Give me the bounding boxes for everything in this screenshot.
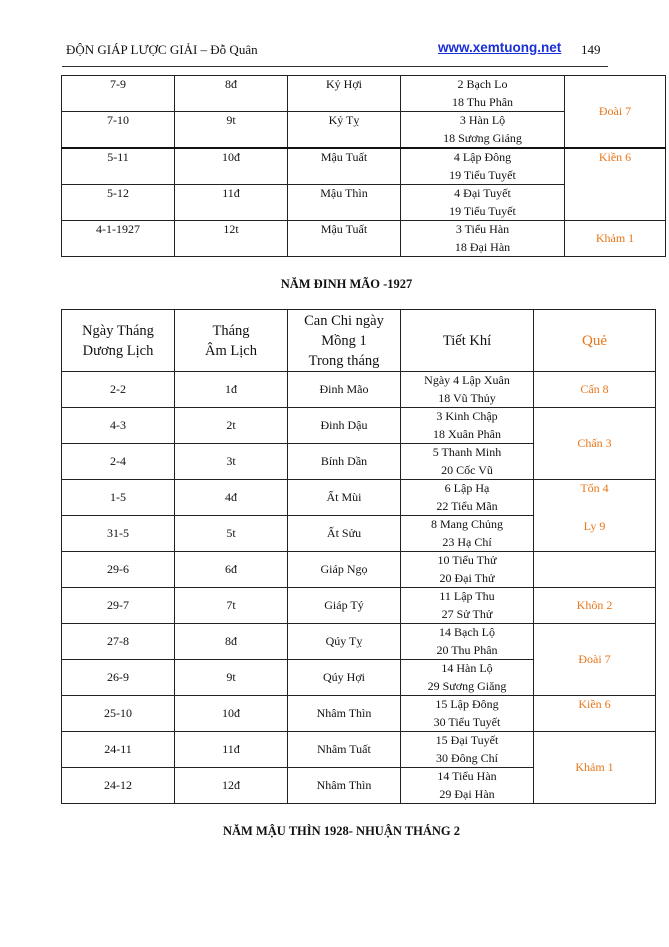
tietkhi-cell: 14 Hàn Lộ 29 Sương Giăng: [401, 660, 534, 696]
tietkhi-cell: 3 Kinh Chập 18 Xuân Phân: [401, 408, 534, 444]
date-cell: 2-2: [62, 372, 175, 408]
canchi-cell: Giáp Tý: [288, 588, 401, 624]
header-title: ĐỘN GIÁP LƯỢC GIẢI – Đỗ Quân: [66, 42, 258, 57]
header-tietkhi: Tiết Khí: [401, 310, 534, 372]
canchi-cell: Ất Mùi: [288, 480, 401, 516]
date-cell: 7-9: [62, 76, 175, 112]
table-row: [62, 372, 656, 408]
que-cell: Khôn 2: [534, 588, 656, 624]
que-cell: Khảm 1: [565, 221, 666, 257]
canchi-cell: Đinh Dậu: [288, 408, 401, 444]
que-cell: Đoài 7: [565, 76, 666, 149]
table-row: [62, 732, 656, 768]
header-date: Ngày Tháng Dương Lịch: [62, 310, 175, 372]
month-cell: 11đ: [175, 185, 288, 221]
canchi-cell: Đinh Mão: [288, 372, 401, 408]
date-cell: 5-11: [62, 148, 175, 185]
canchi-cell: Nhâm Tuất: [288, 732, 401, 768]
tietkhi-cell: 5 Thanh Minh 20 Cốc Vũ: [401, 444, 534, 480]
section-title-1927: NĂM ĐINH MÃO -1927: [280, 277, 413, 291]
canchi-cell: Bính Dần: [288, 444, 401, 480]
canchi-cell: Mậu Thìn: [288, 185, 401, 221]
que-cell: Khảm 1: [534, 732, 656, 804]
date-cell: 1-5: [62, 480, 175, 516]
canchi-cell: Nhâm Thìn: [288, 696, 401, 732]
que-cell: Chấn 3: [534, 408, 656, 480]
month-cell: 9t: [175, 112, 288, 149]
tietkhi-cell: 4 Lập Đông 19 Tiểu Tuyết: [401, 148, 565, 185]
month-cell: 3t: [175, 444, 288, 480]
tietkhi-cell: Ngày 4 Lập Xuân 18 Vũ Thủy: [401, 372, 534, 408]
header-que: Quẻ: [534, 310, 656, 372]
table-1927: [61, 309, 656, 804]
date-cell: 25-10: [62, 696, 175, 732]
table-row: [62, 480, 656, 516]
date-cell: 2-4: [62, 444, 175, 480]
date-cell: 24-11: [62, 732, 175, 768]
month-cell: 12t: [175, 221, 288, 257]
canchi-cell: Qúy Tỵ: [288, 624, 401, 660]
que-cell: Kiền 6: [534, 696, 656, 732]
date-cell: 26-9: [62, 660, 175, 696]
tietkhi-cell: 4 Đại Tuyết 19 Tiểu Tuyết: [401, 185, 565, 221]
date-cell: 29-7: [62, 588, 175, 624]
header-canchi: Can Chi ngày Mồng 1 Trong tháng: [288, 310, 401, 372]
date-cell: 31-5: [62, 516, 175, 552]
table-row: [62, 221, 666, 257]
table-row: [62, 148, 666, 185]
month-cell: 1đ: [175, 372, 288, 408]
date-cell: 27-8: [62, 624, 175, 660]
tietkhi-cell: 15 Đại Tuyết 30 Đông Chí: [401, 732, 534, 768]
month-cell: 8đ: [175, 76, 288, 112]
canchi-cell: Giáp Ngọ: [288, 552, 401, 588]
month-cell: 2t: [175, 408, 288, 444]
date-cell: 4-1-1927: [62, 221, 175, 257]
tietkhi-cell: 2 Bạch Lo 18 Thu Phân: [401, 76, 565, 112]
table-row: [62, 696, 656, 732]
month-cell: 11đ: [175, 732, 288, 768]
que-cell: Cấn 8: [534, 372, 656, 408]
tietkhi-cell: 10 Tiểu Thử 20 Đại Thử: [401, 552, 534, 588]
tietkhi-cell: 8 Mang Chủng 23 Hạ Chí: [401, 516, 534, 552]
date-cell: 29-6: [62, 552, 175, 588]
header-rule: [62, 66, 608, 67]
tietkhi-cell: 14 Tiểu Hàn 29 Đại Hàn: [401, 768, 534, 804]
table-row: [62, 624, 656, 660]
tietkhi-cell: 14 Bạch Lộ 20 Thu Phân: [401, 624, 534, 660]
canchi-cell: Kỷ Tỵ: [288, 112, 401, 149]
que-cell: Ly 9: [534, 552, 656, 588]
page-number: 149: [581, 42, 601, 57]
month-cell: 5t: [175, 516, 288, 552]
canchi-cell: Kỷ Hợi: [288, 76, 401, 112]
que-cell: Kiền 6: [565, 148, 666, 221]
month-cell: 6đ: [175, 552, 288, 588]
table-row: [62, 552, 656, 588]
table-row: [62, 408, 656, 444]
month-cell: 12đ: [175, 768, 288, 804]
month-cell: 10đ: [175, 148, 288, 185]
website-link[interactable]: www.xemtuong.net: [438, 40, 562, 55]
date-cell: 4-3: [62, 408, 175, 444]
tietkhi-cell: 15 Lập Đông 30 Tiểu Tuyết: [401, 696, 534, 732]
date-cell: 24-12: [62, 768, 175, 804]
table-1926-continued: [61, 75, 666, 257]
table-header-row: [62, 310, 656, 372]
table-row: [62, 588, 656, 624]
canchi-cell: Nhâm Thìn: [288, 768, 401, 804]
canchi-cell: Ất Sửu: [288, 516, 401, 552]
tietkhi-cell: 11 Lập Thu 27 Sử Thử: [401, 588, 534, 624]
month-cell: 9t: [175, 660, 288, 696]
canchi-cell: Mậu Tuất: [288, 148, 401, 185]
canchi-cell: Mậu Tuất: [288, 221, 401, 257]
que-cell: Đoài 7: [534, 624, 656, 696]
date-cell: 5-12: [62, 185, 175, 221]
que-cell: Tốn 4: [534, 480, 656, 552]
month-cell: 4đ: [175, 480, 288, 516]
table-row: [62, 76, 666, 112]
section-title-1928: NĂM MẬU THÌN 1928- NHUẬN THÁNG 2: [222, 824, 461, 838]
month-cell: 10đ: [175, 696, 288, 732]
tietkhi-cell: 3 Hàn Lộ 18 Sương Giáng: [401, 112, 565, 149]
header-month: Tháng Âm Lịch: [175, 310, 288, 372]
month-cell: 7t: [175, 588, 288, 624]
tietkhi-cell: 3 Tiểu Hàn 18 Đại Hàn: [401, 221, 565, 257]
month-cell: 8đ: [175, 624, 288, 660]
date-cell: 7-10: [62, 112, 175, 149]
tietkhi-cell: 6 Lập Hạ 22 Tiểu Mãn: [401, 480, 534, 516]
canchi-cell: Qúy Hợi: [288, 660, 401, 696]
